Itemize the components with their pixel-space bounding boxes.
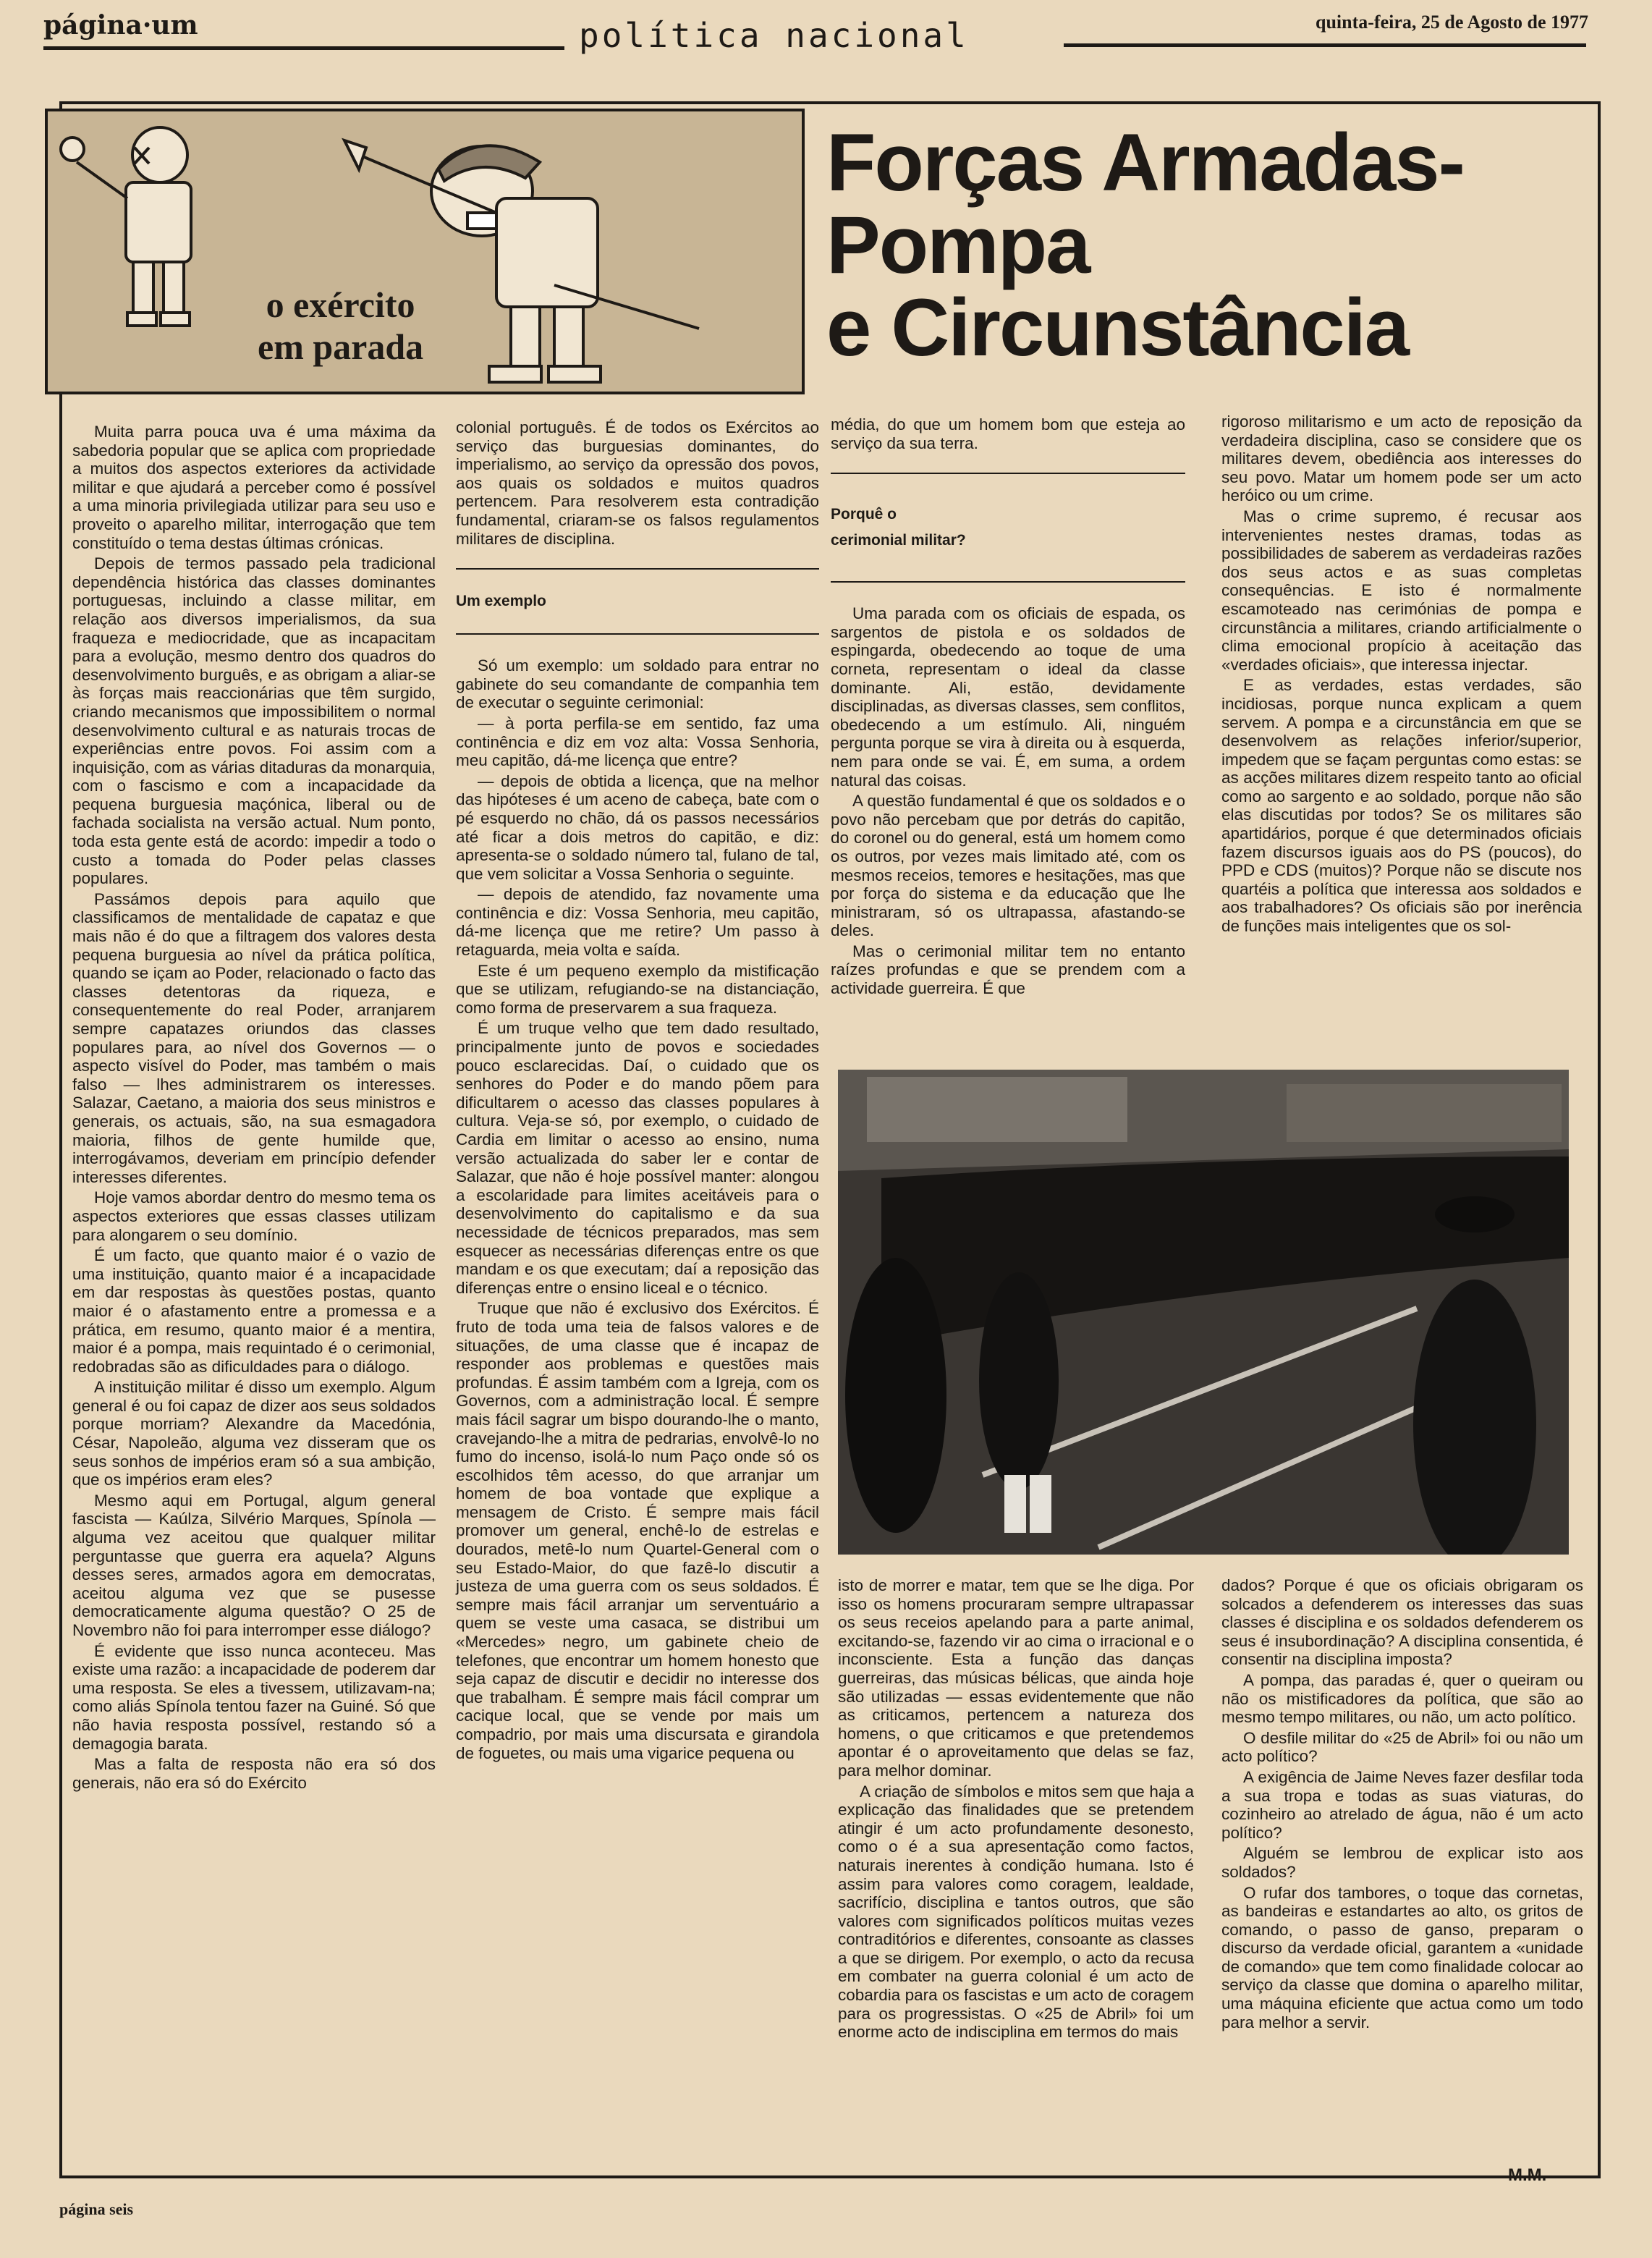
paragraph: Hoje vamos abordar dentro do mesmo tema os aspectos exteriores que essas classes utilizam para alongarem o seu domínio. bbox=[72, 1188, 436, 1244]
article-headline bbox=[826, 117, 1593, 373]
paragraph: Só um exemplo: um soldado para entrar no gabinete do seu comandante de companhia tem de executar o seguinte cerimonial: bbox=[456, 656, 819, 712]
paragraph: Mas o cerimonial militar tem no entanto raízes profundas e que se prendem com a actividade guerreira. É que bbox=[831, 942, 1185, 998]
paragraph: Mas a falta de resposta não era só dos generais, não era só do Exército bbox=[72, 1755, 436, 1792]
headline-line1: Forças Armadas- bbox=[826, 117, 1464, 208]
paragraph: Depois de termos passado pela tradicional dependência histórica das classes dominantes portuguesas, incluindo a classe militar, em relação aos diversos imperialismos, da sua fraqueza e mediocridade, que as incapacitam para a evolução, mesmo dentro dos quadros do desenvolvimento burguês, e as obrigam a aliar-se às forças mais reaccionárias que têm surgido, criando mecanismos que impossibilitem o normal desenvolvimento cultural e as naturais trocas de experiências entre povos. Foi assim com a inquisição, com as várias ditaduras da monarquia, com o fascismo e com a incapacidade da pequena burguesia maçónica, liberal ou de fachada socialista na versão actual. Num ponto, toda esta gente está de acordo: impedir a todo o custo a tomada do Poder pelas classes populares. bbox=[72, 554, 436, 888]
paragraph: O rufar dos tambores, o toque das cornetas, as bandeiras e estandartes ao alto, os gritos de comando, o passo de ganso, preparam o discurso da verdade oficial, garantem a «unidade de comando» que tem como finalidade colocar ao serviço da classe que domina o aparelho militar, uma máquina eficiente que actua como um todo para melhor a servir. bbox=[1221, 1883, 1583, 2031]
paragraph: Truque que não é exclusivo dos Exércitos. É fruto de toda uma teia de falsos valores e de situações, de uma classe que é incapaz de responder aos problemas e questões mais profundas. É assim também com a Igreja, com os Governos, com a administração local. É sempre mais fácil sagrar um bispo dourando-lhe o manto, cravejando-lhe a mitra de pedrarias, envolvê-lo no fumo do incenso, isolá-lo num Paço onde só os escolhidos têm acesso, do que arranjar um homem de boa vontade que explique a mensagem de Cristo. É sempre mais fácil promover um general, enchê-lo de estrelas e dourados, metê-lo num Quartel-General com o seu Estado-Maior, do que fazê-lo discutir a justeza de uma guerra com os seus soldados. É sempre mais fácil arranjar um serventuário a quem se veste uma casaca, se distribui um «Mercedes» negro, um gabinete cheio de telefones, que encontrar um homem honesto que seja capaz de discutir e decidir no interesse dos que trabalham. É sempre mais fácil comprar um cacique local, que se vende por mais um compadrio, por mais uma discursata e girandola de foguetes, ou mais uma vigarice pequena ou bbox=[456, 1299, 819, 1762]
paragraph: É evidente que isso nunca aconteceu. Mas existe uma razão: a incapacidade de poderem dar uma resposta. Se eles a tivessem, utilizavam-na; como aliás Spínola tentou fazer na Guiné. Só que não havia resposta possível, restando só a demagogia barata. bbox=[72, 1641, 436, 1753]
paragraph: Este é um pequeno exemplo da mistificação que se utilizam, refugiando-se na distanciação, como forma de preservarem a sua fraqueza. bbox=[456, 961, 819, 1017]
paragraph: colonial português. É de todos os Exércitos ao serviço das burguesias dominantes, do imperialismo, ao serviço da opressão dos povos, aos quais os soldados e muitos quadros pertencem. Para resolverem esta contradição fundamental, criaram-se os falsos regulamentos militares de disciplina. bbox=[456, 418, 819, 548]
subheading-line1: Porquê o bbox=[831, 506, 897, 523]
paragraph: E as verdades, estas verdades, são incidiosas, porque nunca explicam a quem servem. A pompa e a circunstância em que se desenvolvem as relações inferior/superior, impedem que se façam perguntas como estas: se as acções militares dizem respeito tanto ao oficial como ao sargento e ao soldado, porque não são elas discutidas por todos? Se os militares são apartidários, porque é que determinados oficiais fazem discursos iguais aos do PS (poucos), do PPD e CDS (muitos)? Porque não se discute nos quartéis a política que interessa aos soldados e aos trabalhadores? Os oficiais são por inerência de funções mais inteligentes que os sol- bbox=[1221, 676, 1582, 936]
masthead-logo: página·um bbox=[43, 10, 198, 41]
column-3-top bbox=[831, 415, 1185, 1000]
headline-line2: Pompa bbox=[826, 200, 1090, 290]
column-3-bottom bbox=[838, 1576, 1194, 2044]
page-footer: página seis bbox=[59, 2200, 134, 2218]
subheading-um-exemplo: Um exemplo bbox=[456, 568, 819, 635]
paragraph: Muita parra pouca uva é uma máxima da sabedoria popular que se aplica com propriedade a muitos dos aspectos exteriores da actividade militar e que ajudará a perceber como é possível a uma minoria privilegiada utilizar para seu uso e proveito o aparelho militar, interrogação que tem constituído o tema destas últimas crónicas. bbox=[72, 423, 436, 552]
paragraph: Uma parada com os oficiais de espada, os sargentos de pistola e os soldados de espingarda, obedecendo ao toque de uma corneta, representam o ideal da classe dominante. Ali, estão, devidamente disciplinadas, as diversas classes, sem conflitos, obedecendo a um estímulo. Ali, ninguém pergunta porque se vira à direita ou à esquerda, nem para onde se vai. É, em suma, a ordem natural das coisas. bbox=[831, 604, 1185, 790]
paragraph: É um facto, que quanto maior é o vazio de uma instituição, quanto maior é a incapacidade em dar respostas às questões postas, quanto maior é o afastamento entre a promessa e a prática, em resumo, quanto maior é a mentira, maior é a pompa, mais requintado é o cerimonial, redobradas são as dificuldades para o diálogo. bbox=[72, 1246, 436, 1376]
paragraph: Mesmo aqui em Portugal, algum general fascista — Kaúlza, Silvério Marques, Spínola — alguma vez aceitou que qualquer militar perguntasse que guerra era aquela? Alguns desses seres, armados agora em democratas, aceitou alguma vez que se pusesse democraticamente alguma questão? O 25 de Novembro não foi para interromper esse diálogo? bbox=[72, 1491, 436, 1639]
masthead-rule-left bbox=[43, 46, 564, 50]
paragraph: — à porta perfila-se em sentido, faz uma continência e diz em voz alta: Vossa Senhoria, meu capitão, dá-me licença que entre? bbox=[456, 714, 819, 770]
paragraph: A pompa, das paradas é, quer o queiram ou não os mistificadores da política, que são ao mesmo tempo militares, ou não, um acto político. bbox=[1221, 1670, 1583, 1727]
paragraph: A exigência de Jaime Neves fazer desfilar toda a sua tropa e todas as suas viaturas, do cozinheiro ao atrelado de água, não é um acto político? bbox=[1221, 1767, 1583, 1842]
subheading-line2: cerimonial militar? bbox=[831, 532, 966, 549]
column-4-top bbox=[1221, 413, 1582, 938]
paragraph: rigoroso militarismo e um acto de reposição da verdadeira disciplina, caso se considere que os militares devem, obediência aos interesses do seu povo. Matar um homem pode ser um acto heróico ou um crime. bbox=[1221, 413, 1582, 505]
paragraph: A criação de símbolos e mitos sem que haja a explicação das finalidades que se pretendem atingir é um acto profundamente desonesto, como o é a sua apresentação como factos, naturais inerentes à condição humana. Isto é assim para valores como coragem, lealdade, sacrifício, disciplina e tantos outros, que são valores com significados políticos muitas vezes contraditórios e diferentes, consoante as classes a que se dirigem. Por exemplo, o acto da recusa em combater na guerra colonial é um acto de cobardia para os fascistas e um acto de coragem para os progressistas. O «25 de Abril» foi um enorme acto de indisciplina em termos do mais bbox=[838, 1782, 1194, 2042]
paragraph: — depois de obtida a licença, que na melhor das hipóteses é um aceno de cabeça, bate com o pé esquerdo no chão, dá os passos necessários até ficar a dois metros do capitão, e diz: apresenta-se o soldado número tal, fulano de tal, que vem solicitar a Vossa Senhoria o seguinte. bbox=[456, 771, 819, 883]
headline-line3: e Circunstância bbox=[826, 282, 1409, 373]
paragraph: — depois de atendido, faz novamente uma continência e diz: Vossa Senhoria, meu capitão, dá-me licença que me retire? Um passo à retaguarda, meia volta e saída. bbox=[456, 885, 819, 960]
cartoon-drawing bbox=[48, 111, 802, 392]
paragraph: isto de morrer e matar, tem que se lhe diga. Por isso os homens procuraram sempre ultrapassar os seus receios apelando para a parte animal, excitando-se, fazendo vir ao cima o irracional e o inconsciente. Esta a função das danças guerreiras, das músicas bélicas, que ainda hoje são utilizadas — essas evidentemente que não as criticamos, pertencem a natureza dos homens, o que criticamos e que pretendemos apontar é o aproveitamento que delas se faz, para melhor dominar. bbox=[838, 1576, 1194, 1780]
paragraph: Mas o crime supremo, é recusar aos intervenientes nestes dramas, todas as possibilidades de saberem as verdadeiras razões dos seus actos e as suas completas consequências. E isto é normalmente escamoteado nas cerimónias de pompa e circunstância a militares, criando artificialmente o clima emocional propício à aceitação das «verdades oficiais», que interessa injectar. bbox=[1221, 507, 1582, 674]
paragraph: média, do que um homem bom que esteja ao serviço da sua terra. bbox=[831, 415, 1185, 452]
paragraph: Passámos depois para aquilo que classificamos de mentalidade de capataz e que mais não é do que a filtragem dos valores desta pequena burguesia ao nível da prática política, quando se içam ao Poder, relacionado o facto das classes detentoras da riqueza, e consequentemente do real Poder, arranjarem sempre capatazes oriundos das classes populares para, ao nível dos Governos — o aspecto visível do Poder, mas também o mais falso — lhes administrarem os interesses. Salazar, Caetano, a maioria dos seus ministros e generais, os actuais, são, na sua esmagadora maioria, filhos de gente humilde que, interrogávamos, deveriam em princípio defender interesses diferentes. bbox=[72, 889, 436, 1186]
paragraph: É um truque velho que tem dado resultado, principalmente junto de povos e sociedades pouco esclarecidas. Daí, o cuidado que os senhores do Poder e do mando põem para dificultarem o acesso das classes populares à cultura. Veja-se só, por exemplo, o cuidado de Cardia em limitar o acesso ao ensino, numa versão actualizada do saber ler e contar de Salazar, que não é hoje possível manter: alongou a escolaridade para limites aceitáveis para o desenvolvimento do capitalismo e da sua necessidade de técnicos preparados, mas sem esquecer as necessárias diferenças entre os que mandam e os que executam; daí a reposição das diferenças entre o ensino liceal e o técnico. bbox=[456, 1019, 819, 1297]
paragraph: A questão fundamental é que os soldados e o povo não percebam que por detrás do capitão, do coronel ou do general, está um homem como os outros, por vezes mais limitado até, com os mesmos receios, temores e hesitações, mas que por força do sistema e da educação que lhe ministraram, só os ultrapassa, afastando-se deles. bbox=[831, 792, 1185, 940]
paragraph: dados? Porque é que os oficiais obrigaram os solcados a defenderem os interesses das suas classes é disciplina e os soldados defenderem os seus é insubordinação? A disciplina consentida, é consentir na disciplina imposta? bbox=[1221, 1576, 1583, 1669]
section-title: política nacional bbox=[579, 16, 969, 55]
paragraph: O desfile militar do «25 de Abril» foi ou não um acto político? bbox=[1221, 1728, 1583, 1766]
cartoon-caption-line2: em parada bbox=[258, 326, 424, 367]
parade-photo bbox=[838, 1070, 1569, 1555]
paragraph: Alguém se lembrou de explicar isto aos soldados? bbox=[1221, 1844, 1583, 1881]
cartoon-caption-line1: o exército bbox=[266, 284, 415, 325]
paragraph: A instituição militar é disso um exemplo. Algum general é ou foi capaz de dizer aos seus soldados porque morriam? Alexandre da Macedónia, César, Napoleão, alguma vez disseram que os seus sonhos de impérios eram só a sua ambição, que os impérios eram eles? bbox=[72, 1378, 436, 1489]
author-signature: M.M. bbox=[1508, 2165, 1547, 2185]
issue-date: quinta-feira, 25 de Agosto de 1977 bbox=[1316, 12, 1588, 33]
parade-photo-drawing bbox=[838, 1070, 1569, 1555]
column-1 bbox=[72, 423, 436, 1794]
cartoon-illustration bbox=[45, 109, 805, 394]
cartoon-caption bbox=[258, 284, 423, 368]
subheading-porque-cerimonial bbox=[831, 473, 1185, 583]
masthead-rule-right bbox=[1064, 43, 1586, 47]
column-4-bottom bbox=[1221, 1576, 1583, 2034]
column-2 bbox=[456, 418, 819, 1764]
